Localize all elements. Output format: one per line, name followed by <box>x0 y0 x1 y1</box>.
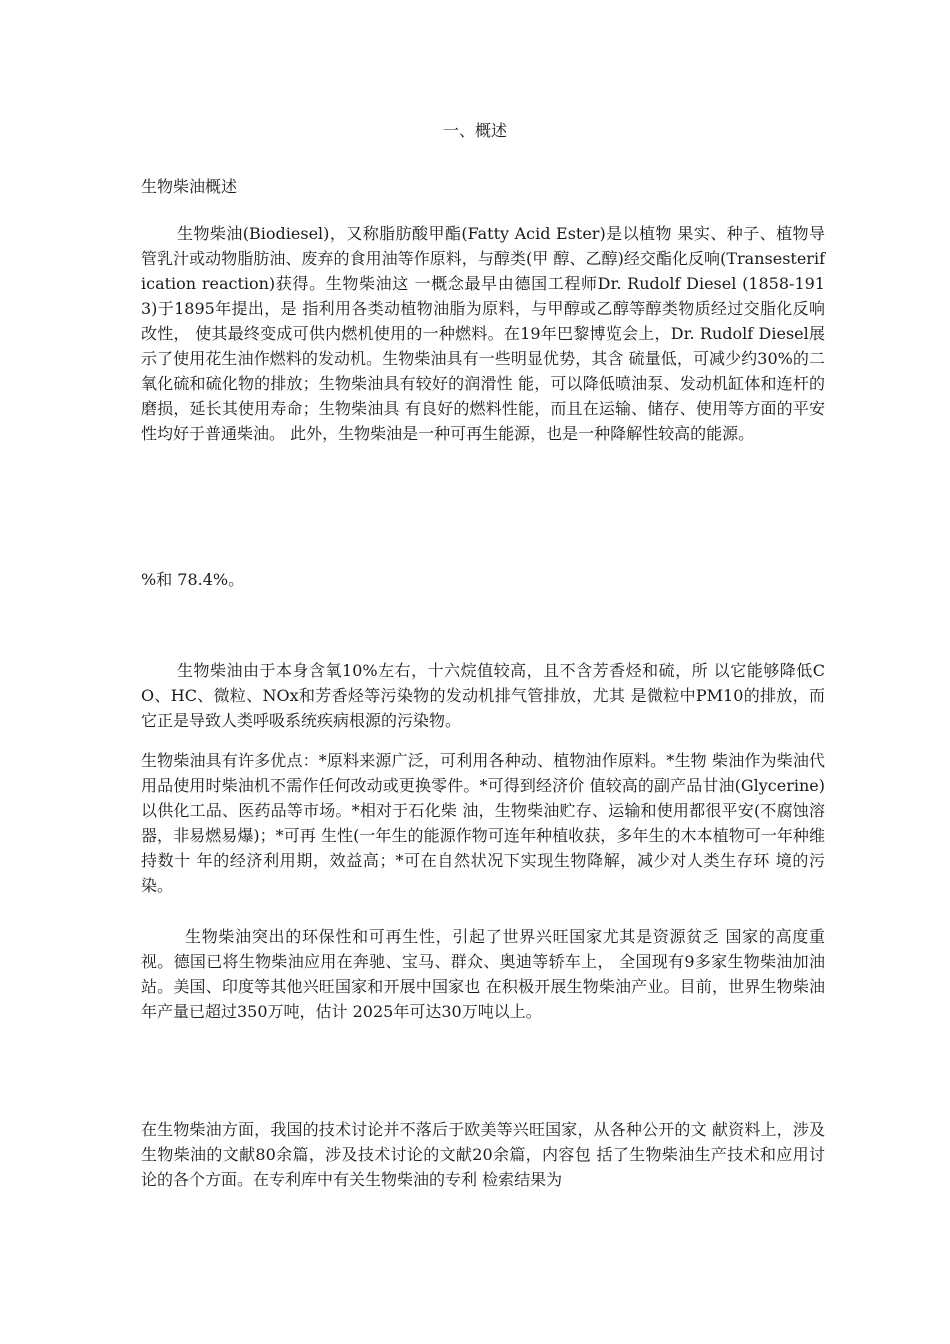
paragraph-global-status: 生物柴油突出的环保性和可再生性，引起了世界兴旺国家尤其是资源贫乏 国家的高度重视。德国已将生物柴油应用在奔驰、宝马、群众、奥迪等轿车上， 全国现有9多家生物柴油加油站。美国、印度等其他兴旺国家和开展中国家也 在积极开展生物柴油产业。目前，世界生物柴油年产量已超过350万吨，估计 2025年可达30万吨以上。 <box>141 927 825 1021</box>
paragraph-emissions: 生物柴油由于本身含氧10%左右，十六烷值较高，且不含芳香烃和硫，所 以它能够降低CO、HC、微粒、NOx和芳香烃等污染物的发动机排气管排放，尤其 是微粒中PM10的排放，而它正是导致人类呼吸系统疾病根源的污染物。 <box>141 661 825 730</box>
subheading: 生物柴油概述 <box>141 177 238 196</box>
paragraph-china-research: 在生物柴油方面，我国的技术讨论并不落后于欧美等兴旺国家，从各种公开的文 献资料上，涉及生物柴油的文献80余篇，涉及技术讨论的文献20余篇，内容包 括了生物柴油生产技术和应用讨论的各个方面。在专利库中有关生物柴油的专利 检索结果为 <box>141 1120 825 1189</box>
paragraph-advantages: 生物柴油具有许多优点：*原料来源广泛，可利用各种动、植物油作原料。*生物 柴油作为柴油代用品使用时柴油机不需作任何改动或更换零件。*可得到经济价 值较高的副产品甘油(Glycerine)以供化工品、医药品等市场。*相对于石化柴 油，生物柴油贮存、运输和使用都很平安(不腐蚀溶器，非易燃易爆)；*可再 生性(一年生的能源作物可连年种植收获，多年生的木本植物可一年种维持数十 年的经济利用期，效益高；*可在自然状况下实现生物降解，减少对人类生存环 境的污染。 <box>141 751 825 895</box>
paragraph-fragment: %和 78.4%。 <box>141 570 245 589</box>
section-title: 一、概述 <box>442 121 507 140</box>
paragraph-intro: 生物柴油(Biodiesel)，又称脂肪酸甲酯(Fatty Acid Ester)是以植物 果实、种子、植物导管乳汁或动物脂肪油、废弃的食用油等作原料，与醇类(甲 醇、乙醇)经交酯化反响(Transesterification reaction)获得。生物柴油这 一概念最早由德国工程师Dr. Rudolf Diesel (1858-1913)于1895年提出，是 指利用各类动植物油脂为原料，与甲醇或乙醇等醇类物质经过交脂化反响改性， 使其最终变成可供内燃机使用的一种燃料。在19年巴黎博览会上，Dr. Rudolf Diesel展示了使用花生油作燃料的发动机。生物柴油具有一些明显优势，其含 硫量低，可减少约30%的二氧化硫和硫化物的排放；生物柴油具有较好的润滑性 能，可以降低喷油泵、发动机缸体和连杆的磨损，延长其使用寿命；生物柴油具 有良好的燃料性能，而且在运输、储存、使用等方面的平安性均好于普通柴油。 此外，生物柴油是一种可再生能源，也是一种降解性较高的能源。 <box>141 224 825 443</box>
